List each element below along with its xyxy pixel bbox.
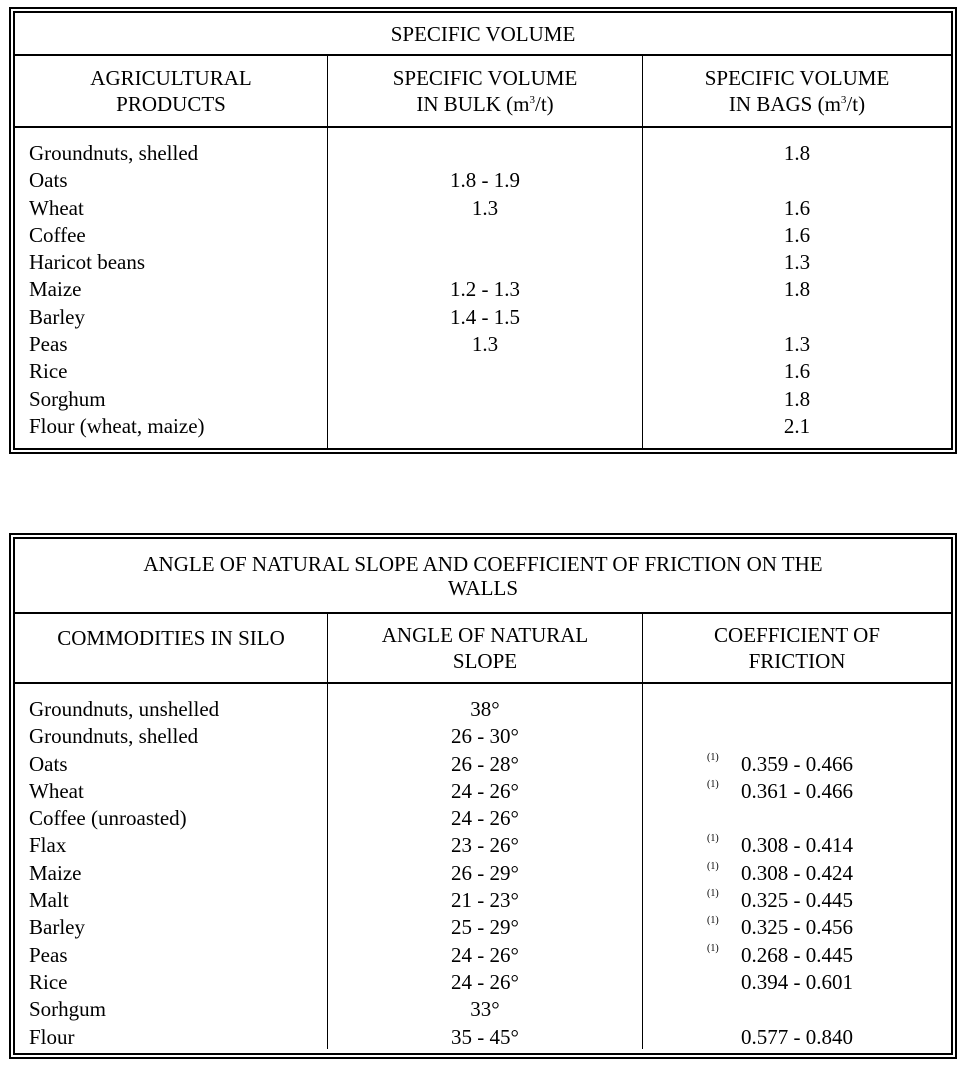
friction-value: 0.325 - 0.445 — [741, 888, 853, 913]
angle-cell: 38° — [470, 697, 500, 721]
bags-volume-cell: 1.6 — [783, 195, 811, 220]
friction-value: 0.268 - 0.445 — [741, 942, 853, 967]
friction-cell — [643, 942, 951, 969]
friction-cell — [643, 914, 951, 941]
angle-column — [328, 684, 643, 1049]
header-text-part: IN BAGS (m — [728, 92, 841, 116]
friction-value-wrap — [707, 887, 853, 914]
friction-cell — [643, 887, 951, 914]
friction-value: 0.577 - 0.840 — [741, 1024, 853, 1049]
natural-slope-title — [15, 539, 951, 614]
bags-volume-cell: 1.6 — [783, 359, 811, 384]
bulk-volume-cell — [328, 140, 642, 167]
friction-cell — [643, 969, 951, 996]
friction-value-wrap — [707, 751, 853, 778]
header-volume-bags — [643, 56, 951, 126]
angle-cell: 24 - 26° — [451, 778, 519, 803]
footnote-marker: (1) — [707, 888, 719, 900]
header-text: ANGLE OF NATURAL — [381, 623, 589, 647]
footnote-marker: (1) — [707, 942, 719, 954]
header-text-part: /t) — [846, 92, 866, 116]
superscript: 3 — [840, 94, 847, 106]
footnote-marker: (1) — [707, 751, 719, 763]
friction-value: 0.361 - 0.466 — [741, 778, 853, 803]
friction-value-wrap — [741, 1024, 853, 1051]
bags-volume-cell: 1.3 — [783, 332, 811, 357]
product-cell: Flour (wheat, maize) — [29, 413, 205, 438]
header-text: SLOPE — [452, 649, 518, 673]
friction-cell — [643, 751, 951, 778]
commodity-cell: Groundnuts, unshelled — [29, 697, 220, 721]
header-text-part: /t) — [534, 92, 554, 116]
product-cell: Sorghum — [29, 386, 106, 411]
bulk-volume-cell — [328, 386, 642, 413]
commodity-cell: Flour — [29, 1024, 75, 1049]
natural-slope-friction-table — [9, 533, 957, 1059]
bags-volume-cell: 1.8 — [783, 386, 811, 411]
bulk-volume-cell: 1.3 — [471, 332, 499, 357]
footnote-marker: (1) — [707, 778, 719, 790]
product-cell: Peas — [29, 332, 68, 357]
angle-cell: 24 - 26° — [451, 942, 519, 967]
bulk-volume-cell: 1.8 - 1.9 — [450, 168, 520, 193]
commodity-cell: Rice — [29, 969, 68, 994]
product-cell: Coffee — [29, 222, 86, 247]
bulk-volume-cell — [328, 413, 642, 440]
title-line: ANGLE OF NATURAL SLOPE AND COEFFICIENT OF FRICTION ON THE — [143, 551, 823, 576]
commodity-cell: Groundnuts, shelled — [29, 724, 199, 749]
superscript: 3 — [529, 94, 535, 106]
angle-cell: 33° — [470, 997, 500, 1022]
angle-cell: 24 - 26° — [451, 969, 519, 994]
angle-cell: 26 - 29° — [451, 860, 519, 885]
commodity-cell: Flax — [29, 833, 67, 858]
product-column — [15, 128, 328, 448]
product-cell: Barley — [29, 304, 85, 329]
product-cell: Groundnuts, shelled — [29, 141, 199, 165]
friction-value: 0.325 - 0.456 — [741, 915, 853, 940]
header-agricultural-products — [15, 56, 328, 126]
friction-value-wrap — [741, 969, 853, 996]
specific-volume-table-inner — [13, 11, 953, 450]
friction-value-wrap — [707, 914, 853, 941]
bulk-volume-cell: 1.2 - 1.3 — [450, 277, 520, 302]
bulk-volume-cell — [328, 358, 642, 385]
commodity-cell: Peas — [29, 942, 68, 967]
product-cell: Maize — [29, 277, 82, 302]
header-friction — [643, 614, 951, 682]
commodity-cell: Sorhgum — [29, 997, 107, 1022]
friction-value-wrap — [707, 942, 853, 969]
header-text: SPECIFIC VOLUME — [704, 66, 890, 90]
friction-cell — [643, 996, 951, 1023]
commodity-cell: Coffee (unroasted) — [29, 806, 187, 831]
angle-cell: 25 - 29° — [451, 915, 519, 940]
header-text: AGRICULTURAL — [90, 66, 252, 90]
natural-slope-header-row — [15, 614, 951, 684]
header-text: FRICTION — [748, 649, 846, 673]
natural-slope-friction-table-inner — [13, 537, 953, 1055]
bulk-volume-cell: 1.4 - 1.5 — [450, 304, 520, 329]
footnote-marker: (1) — [707, 915, 719, 927]
bags-volume-cell — [643, 167, 951, 194]
friction-cell — [643, 860, 951, 887]
friction-cell — [643, 832, 951, 859]
header-text: COEFFICIENT OF — [714, 623, 880, 647]
header-text — [705, 91, 890, 117]
specific-volume-title: SPECIFIC VOLUME — [15, 13, 951, 56]
angle-cell: 26 - 30° — [451, 724, 519, 749]
commodity-cell: Maize — [29, 860, 82, 885]
friction-column — [643, 684, 951, 1049]
bags-volume-cell: 2.1 — [783, 413, 811, 438]
commodity-cell: Barley — [29, 915, 85, 940]
bags-column — [643, 128, 951, 448]
bulk-column — [328, 128, 643, 448]
header-text: SPECIFIC VOLUME — [392, 66, 578, 90]
bulk-volume-cell — [328, 249, 642, 276]
header-text — [393, 91, 578, 117]
bulk-volume-cell: 1.3 — [471, 195, 499, 220]
friction-cell — [643, 1024, 951, 1051]
friction-cell — [643, 805, 951, 832]
footnote-marker: (1) — [707, 860, 719, 872]
footnote-marker: (1) — [707, 833, 719, 845]
product-cell: Rice — [29, 359, 68, 384]
bags-volume-cell: 1.3 — [783, 250, 811, 275]
friction-value: 0.308 - 0.424 — [741, 860, 853, 885]
angle-cell: 26 - 28° — [451, 751, 519, 776]
friction-value: 0.308 - 0.414 — [741, 833, 853, 858]
product-cell: Haricot beans — [29, 250, 146, 275]
bags-volume-cell: 1.8 — [783, 141, 811, 165]
angle-cell: 21 - 23° — [451, 888, 519, 913]
bulk-volume-cell — [328, 222, 642, 249]
friction-value-wrap — [707, 860, 853, 887]
bags-volume-cell — [643, 304, 951, 331]
angle-cell: 35 - 45° — [451, 1024, 519, 1049]
bags-volume-cell: 1.8 — [783, 277, 811, 302]
commodity-column — [15, 684, 328, 1049]
friction-cell — [643, 778, 951, 805]
header-text-part: IN BULK (m — [416, 92, 530, 116]
friction-value-wrap — [707, 778, 853, 805]
commodity-cell: Wheat — [29, 778, 84, 803]
commodity-cell: Malt — [29, 888, 69, 913]
bags-volume-cell: 1.6 — [783, 222, 811, 247]
friction-cell — [643, 696, 951, 723]
specific-volume-header-row — [15, 56, 951, 128]
title-line: WALLS — [448, 575, 518, 600]
friction-value-wrap — [707, 832, 853, 859]
angle-cell: 23 - 26° — [451, 833, 519, 858]
specific-volume-body — [15, 128, 951, 448]
header-text: PRODUCTS — [116, 92, 226, 116]
natural-slope-body — [15, 684, 951, 1049]
angle-cell: 24 - 26° — [451, 806, 519, 831]
header-text: COMMODITIES IN SILO — [57, 626, 285, 650]
product-cell: Oats — [29, 168, 68, 193]
header-commodities — [15, 614, 328, 682]
friction-value: 0.394 - 0.601 — [741, 969, 853, 994]
specific-volume-table — [9, 7, 957, 454]
commodity-cell: Oats — [29, 751, 68, 776]
friction-value: 0.359 - 0.466 — [741, 751, 853, 776]
friction-cell — [643, 723, 951, 750]
header-volume-bulk — [328, 56, 643, 126]
product-cell: Wheat — [29, 195, 84, 220]
header-angle — [328, 614, 643, 682]
